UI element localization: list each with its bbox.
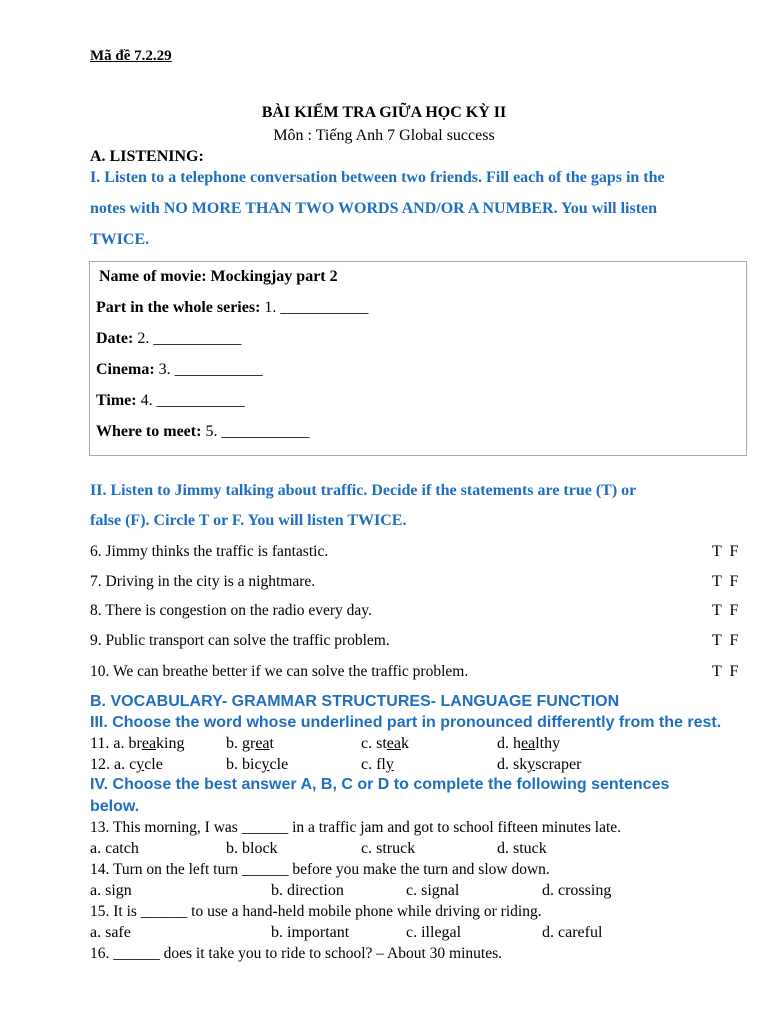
notes-label: Where to meet:	[96, 423, 202, 440]
part4-instruction-line2: below.	[90, 798, 140, 815]
q12-option-d[interactable]	[497, 756, 581, 774]
q13-option-c[interactable]: c. struck	[361, 840, 416, 857]
part1-instruction-line2: notes with NO MORE THAN TWO WORDS AND/OR A NUMBER. You will listen	[90, 200, 658, 217]
q11-option-c[interactable]	[361, 735, 409, 753]
exam-title: BÀI KIỂM TRA GIỮA HỌC KỲ II	[261, 104, 507, 121]
q15-stem: 15. It is ______ to use a hand-held mobile phone while driving or riding.	[90, 903, 542, 920]
q11-option-a-pre: 11. a. br	[90, 735, 142, 752]
q12-option-a[interactable]	[90, 756, 163, 774]
notes-label: Part in the whole series:	[96, 299, 261, 316]
notes-row-date	[96, 330, 241, 348]
q11-option-d[interactable]	[497, 735, 560, 753]
part2-instruction-line1: II. Listen to Jimmy talking about traffic. Decide if the statements are true (T) or	[90, 482, 637, 499]
q13-option-b[interactable]: b. block	[226, 840, 278, 857]
q12-option-c-pre: c. fl	[361, 756, 386, 773]
q12-option-d-underlined: y	[527, 756, 536, 773]
q12-option-a-underlined: y	[136, 756, 145, 773]
notes-row-meet	[96, 423, 309, 441]
part2-instruction-line2: false (F). Circle T or F. You will listen TWICE.	[90, 512, 407, 529]
notes-blank[interactable]: 3. ___________	[158, 361, 263, 378]
q11-option-c-pre: c. st	[361, 735, 387, 752]
notes-label: Date:	[96, 330, 134, 347]
exam-subtitle: Môn : Tiếng Anh 7 Global success	[273, 127, 495, 144]
tf-choice-9[interactable]: T F	[712, 632, 739, 649]
notes-blank[interactable]: 2. ___________	[137, 330, 242, 347]
notes-box	[89, 261, 747, 456]
statement-10: 10. We can breathe better if we can solve the traffic problem.	[90, 663, 469, 680]
q11-option-b-underlined: ea	[255, 735, 270, 752]
notes-row-movie	[99, 268, 338, 286]
q11-option-d-pre: d. h	[497, 735, 521, 752]
part4-instruction-line1: IV. Choose the best answer A, B, C or D to complete the following sentences	[90, 776, 670, 793]
q15-option-c[interactable]: c. illegal	[406, 924, 462, 941]
q13-option-a[interactable]: a. catch	[90, 840, 139, 857]
q12-option-c[interactable]	[361, 756, 394, 774]
q12-option-b-pre: b. bic	[226, 756, 262, 773]
q11-option-a[interactable]	[90, 735, 185, 753]
section-vocab-heading: B. VOCABULARY- GRAMMAR STRUCTURES- LANGUAGE FUNCTION	[90, 693, 620, 710]
q14-option-c[interactable]: c. signal	[406, 882, 460, 899]
q11-option-b-post: t	[269, 735, 274, 752]
notes-blank[interactable]: 5. ___________	[205, 423, 310, 440]
q13-option-d[interactable]: d. stuck	[497, 840, 547, 857]
q12-option-a-post: cle	[144, 756, 163, 773]
notes-row-part	[96, 299, 368, 317]
q11-option-b[interactable]	[226, 735, 274, 753]
q12-option-d-pre: d. sk	[497, 756, 528, 773]
q14-option-b[interactable]: b. direction	[271, 882, 344, 899]
q14-option-a[interactable]: a. sign	[90, 882, 132, 899]
q13-stem: 13. This morning, I was ______ in a traffic jam and got to school fifteen minutes late.	[90, 819, 622, 836]
notes-label: Time:	[96, 392, 137, 409]
q11-option-b-pre: b. gr	[226, 735, 256, 752]
q16-stem: 16. ______ does it take you to ride to school? – About 30 minutes.	[90, 945, 502, 962]
q12-option-b[interactable]	[226, 756, 288, 774]
notes-blank[interactable]: 4. ___________	[140, 392, 245, 409]
q14-option-d[interactable]: d. crossing	[542, 882, 612, 899]
q11-option-a-post: king	[156, 735, 185, 752]
section-listening-heading: A. LISTENING:	[90, 148, 204, 165]
tf-choice-8[interactable]: T F	[712, 602, 739, 619]
statement-9: 9. Public transport can solve the traffic problem.	[90, 632, 390, 649]
q11-option-c-underlined: ea	[386, 735, 401, 752]
statement-8: 8. There is congestion on the radio every day.	[90, 602, 372, 619]
notes-label: Name of movie: Mockingjay part 2	[99, 268, 338, 285]
q15-option-b[interactable]: b. important	[271, 924, 350, 941]
q12-option-c-underlined: y	[385, 756, 394, 773]
tf-choice-7[interactable]: T F	[712, 573, 739, 590]
q11-option-c-post: k	[400, 735, 409, 752]
q15-option-a[interactable]: a. safe	[90, 924, 131, 941]
q11-option-d-post: lthy	[535, 735, 561, 752]
statement-7: 7. Driving in the city is a nightmare.	[90, 573, 316, 590]
part1-instruction-line1: I. Listen to a telephone conversation between two friends. Fill each of the gaps in the	[90, 169, 665, 186]
part1-instruction-line3: TWICE.	[90, 231, 150, 248]
q11-option-a-underlined: ea	[141, 735, 157, 752]
q12-option-d-post: scraper	[535, 756, 582, 773]
q14-stem: 14. Turn on the left turn ______ before you make the turn and slow down.	[90, 861, 550, 878]
tf-choice-6[interactable]: T F	[712, 543, 739, 560]
notes-row-time	[96, 392, 245, 410]
q12-option-a-pre: 12. a. c	[90, 756, 137, 773]
q11-option-d-underlined: ea	[521, 735, 536, 752]
part3-instruction: III. Choose the word whose underlined part in pronounced differently from the rest.	[90, 714, 722, 731]
q12-option-b-underlined: y	[261, 756, 270, 773]
q15-option-d[interactable]: d. careful	[542, 924, 603, 941]
q12-option-b-post: cle	[269, 756, 289, 773]
statement-6: 6. Jimmy thinks the traffic is fantastic.	[90, 543, 329, 560]
exam-code: Mã đề 7.2.29	[90, 48, 172, 64]
notes-label: Cinema:	[96, 361, 155, 378]
notes-row-cinema	[96, 361, 263, 379]
tf-choice-10[interactable]: T F	[712, 663, 739, 680]
notes-blank[interactable]: 1. ___________	[264, 299, 369, 316]
